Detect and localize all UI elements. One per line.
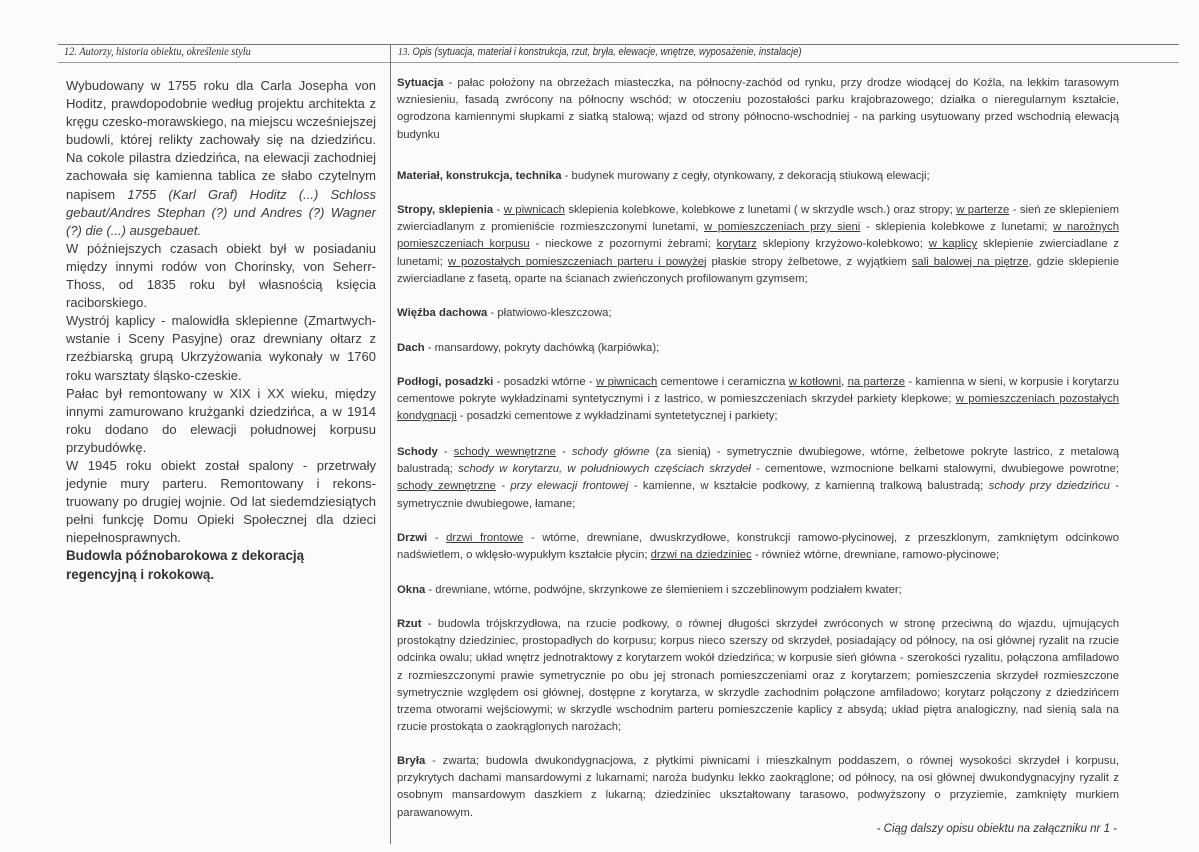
history-paragraph-2: W późniejszych czasach obiekt był w posiadaniu między innymi rodów von Chorinsky, von Seherr-Thoss, od 1835 roku był własnością księcia raciborskiego. bbox=[66, 240, 376, 311]
header-bottom-rule bbox=[58, 62, 1179, 63]
style-summary: Budowla późnobarokowa z dekoracją regencyjną i rokokową. bbox=[66, 548, 305, 582]
section-drzwi: Drzwi - drzwi frontowe - wtórne, drewniane, dwuskrzydłowe, konstrukcji ramowo-płycinowej, z przeszklonym, zamkniętym odcinkowo nadświetlem, o wklęsło-wypukłym kształcie płycin; drzwi na dziedziniec - również wtórne, drewniane, ramowo-płycinowe; bbox=[397, 532, 1119, 562]
section-wiezba: Więźba dachowa - płatwiowo-kleszczowa; bbox=[397, 307, 612, 319]
section-13-header: 13. Opis (sytuacja, materiał i konstrukcja, rzut, bryła, elewacje, wnętrze, wyposażenie, instalacje) bbox=[398, 46, 802, 58]
history-paragraph-4: Pałac był remontowany w XIX i XX wieku, między innymi zamurowano krużganki dziedzińca, a w 1914 roku dodano do elewacji połudnowej korpusu przybudówkę. bbox=[66, 385, 376, 455]
column-divider bbox=[390, 44, 391, 844]
history-paragraph-5: W 1945 roku obiekt został spalony - przetrwały jedynie mury parteru. Remontowany i rekons-truowany po drugiej wojnie. Od lat siedemdziesiątych pełni funkcję Domu Opieki Społecznej dla dzieci niepełnosprawnych. bbox=[66, 457, 376, 546]
section-sytuacja: Sytuacja - pałac położony na obrzeżach miasteczka, na północny-zachód od rynku, przy drodze wiodącej do Koźla, na lekkim tarasowym wzniesieniu, fasadą zwrócony na północny wschód; w otoczeniu pozostałości parku krajobrazowego; działka o nieregularnym kształcie, ogrodzona kamiennymi słupkami z siatką stalową; wjazd od strony północno-wschodniej - na parking usytuowany przed wschodnią elewacją budynku bbox=[397, 77, 1119, 141]
section-12-header: 12. Autorzy, historia obiektu, określenie stylu bbox=[64, 46, 251, 58]
section-schody: Schody - schody wewnętrzne - schody główne (za sienią) - symetrycznie dwubiegowe, wtórne, żelbetowe pokryte lastrico, z metalową balustradą; schody w korytarzu, w południowych częściach skrzydeł - cementowe, wzmocnione belkami stalowymi, dwubiegowe powrotne; schody zewnętrzne - przy elewacji frontowej - kamienne, w kształcie podkowy, z kamienną tralkową balustradą; schody przy dziedzińcu - symetrycznie dwubiegowe, łamane; bbox=[397, 446, 1119, 510]
section-dach: Dach - mansardowy, pokryty dachówką (karpiówka); bbox=[397, 342, 660, 354]
section-okna: Okna - drewniane, wtórne, podwójne, skrzynkowe ze ślemieniem i szczeblinowym podziałem kwater; bbox=[397, 584, 902, 596]
section-stropy: Stropy, sklepienia - w piwnicach sklepienia kolebkowe, kolebkowe z lunetami ( w skrzydle wsch.) oraz stropy; w parterze - sień ze sklepieniem zwierciadlanym z promieniście rozmieszczonymi lunetami, w pomieszczeniach przy sieni - sklepienia kolebkowe z lunetami; w narożnych pomieszczeniach korpusu - nieckowe z pozornymi żebrami; korytarz sklepiony krzyżowo-kolebkowo; w kaplicy sklepienie zwierciadlane z lunetami; w pozostałych pomieszczeniach parteru i powyżej płaskie stropy żelbetowe, z wyjątkiem sali balowej na piętrze, gdzie sklepienie zwierciadlane z fasetą, oparte na ścianach zwieńczonych profilowanym gzymsem; bbox=[397, 204, 1120, 285]
continuation-note: - Ciąg dalszy opisu obiektu na załączniku nr 1 - bbox=[876, 823, 1117, 835]
section-bryla: Bryła - zwarta; budowla dwukondygnacjowa, z płytkimi piwnicami i mieszkalnym poddaszem, o równej wysokości skrzydeł i korpusu, przykrytych dachami mansardowymi z lukarnami; naroża budynku lekko zaokrąglone; od północy, na osi głównej dwukondygnacyjny ryzalit z osobnym mansardowym daszkiem z lukarną; dziedziniec ukształtowany tarasowo, podwyższony o przyziemie, zamknięty murkiem parawanowym. bbox=[397, 755, 1119, 819]
section-rzut: Rzut - budowla trójskrzydłowa, na rzucie podkowy, o równej długości skrzydeł zwróconych w stronę przeciwną do wjazdu, ujmujących prostokątny dziedziniec, prostopadłych do korpusu; korpus nieco szerszy od skrzydeł, posiadający od północy, na osi głównej ryzalit na rzucie odcinka owalu; układ wnętrz jednotraktowy z korytarzem wokół dziedzińca; w korpusie sień główna - szerokości ryzalitu, połączona amfiladowo z rozmieszczonymi prawie symetrycznie po obu jej stronach pomieszczeniami oraz z korytarzem; pomieszczenia skrzydeł rozmieszczone symetrycznie względem osi głównej, dostępne z korytarza, w skrzydle zachodnim połączone amfiladowo; korytarz połączony z dziedzińcem trzema otworami wejściowymi; w skrzydle wschodnim parteru pomieszczenie kaplicy z absydą; układ piętra analogiczny, nad sienią sala na rzucie prostokąta o zaokrąglonych narożach; bbox=[397, 618, 1119, 734]
history-paragraph-1: Wybudowany w 1755 roku dla Carla Josepha von Hoditz, prawdopodobnie według projektu architekta z kręgu czesko-morawskiego, na miejscu wcześniejszej budowli, której relikty zachowały się na dziedzińcu. Na cokole pilastra dziedzińca, na elewacji zachodniej zachowała się kamienna tablica ze słabo czytelnym napisem 1755 (Karl Graf) Hoditz (...) Schloss gebaut/Andres Stephan (?) und Andres (?) Wagner (?) die (...) ausgebauet. bbox=[66, 78, 376, 238]
inscription-text: 1755 (Karl Graf) Hoditz (...) Schloss gebaut/Andres Stephan (?) und Andres (?) Wagner (?) die (...) ausgebauet. bbox=[66, 186, 376, 238]
header-top-rule bbox=[58, 44, 1179, 45]
section-material: Materiał, konstrukcja, technika - budynek murowany z cegły, otynkowany, z dekoracją stiukową elewacji; bbox=[397, 170, 930, 182]
history-column bbox=[66, 77, 376, 584]
history-paragraph-3: Wystrój kaplicy - malowidła sklepienne (Zmartwych-wstanie i Sceny Pasyjne) oraz drewniany ołtarz z rzeźbiarską grupą Ukrzyżowania wykonały w 1760 roku warsztaty śląsko-czeskie. bbox=[66, 313, 376, 383]
section-podlogi: Podłogi, posadzki - posadzki wtórne - w piwnicach cementowe i ceramiczna w kotłowni, na parterze - kamienna w sieni, w korpusie i korytarzu cementowe pokryte wykładzinami syntetycznymi i z lastrico, w pomieszczeniach skrzydeł parkiety klepkowe; w pomieszczeniach pozostałych kondygnacji - posadzki cementowe z wykładzinami syntetetycznej i parkiety; bbox=[397, 376, 1120, 423]
